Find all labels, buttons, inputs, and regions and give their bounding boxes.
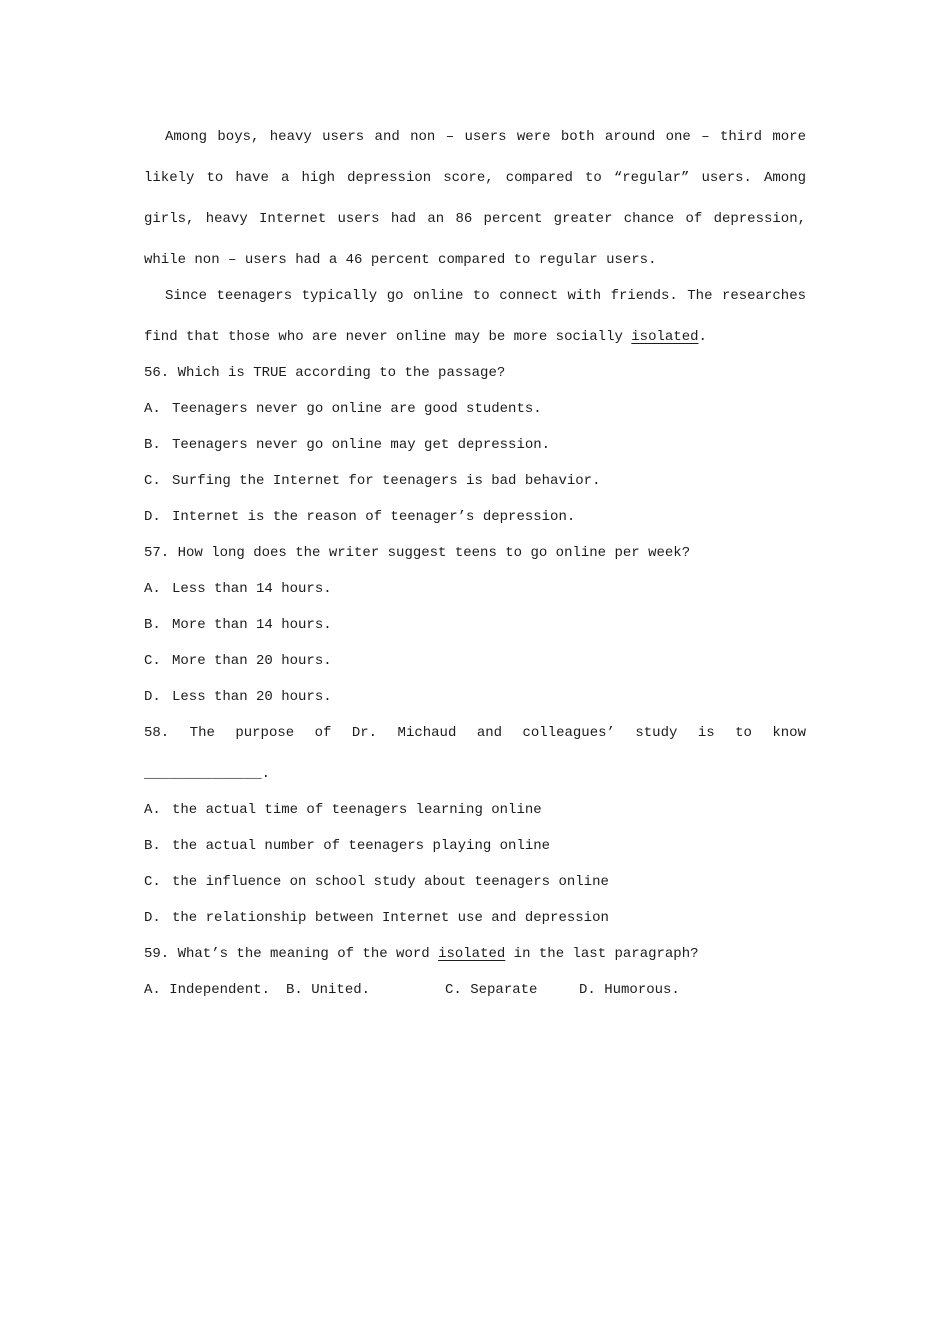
paragraph-line <box>144 319 806 355</box>
option-c <box>144 463 806 499</box>
option-c <box>144 864 806 900</box>
question-56 <box>144 355 806 535</box>
option-c <box>144 643 806 679</box>
option-label: C. <box>144 653 161 669</box>
option-label: A. <box>144 581 161 597</box>
options-row <box>144 972 806 1008</box>
option-text: the actual number of teenagers playing online <box>172 838 551 854</box>
option-b <box>286 972 445 1008</box>
option-text: Surfing the Internet for teenagers is bad behavior. <box>172 473 601 489</box>
option-label: D. <box>144 910 161 926</box>
option-text: Less than 14 hours. <box>172 581 332 597</box>
line-text: . <box>698 329 707 345</box>
option-a <box>144 972 286 1008</box>
option-c <box>445 972 579 1008</box>
option-text: Humorous. <box>604 982 680 998</box>
option-text: Internet is the reason of teenager’s depression. <box>172 509 576 525</box>
option-label: A. <box>144 401 161 417</box>
option-text: Teenagers never go online are good students. <box>172 401 542 417</box>
option-label: A. <box>144 802 161 818</box>
option-d <box>144 499 806 535</box>
stem-text: 59. What’s the meaning of the word <box>144 946 439 962</box>
question-stem <box>144 936 806 972</box>
exam-content <box>144 119 806 1008</box>
option-text: More than 14 hours. <box>172 617 332 633</box>
option-text: the influence on school study about teenagers online <box>172 874 609 890</box>
line-text: find that those who are never online may be more socially <box>144 329 632 345</box>
option-label: C. <box>445 982 462 998</box>
option-label: B. <box>144 838 161 854</box>
question-57 <box>144 535 806 715</box>
option-d <box>144 679 806 715</box>
paragraph-line: while non – users had a 46 percent compared to regular users. <box>144 252 657 268</box>
option-label: B. <box>144 437 161 453</box>
option-text: Independent. <box>169 982 271 998</box>
option-a <box>144 571 806 607</box>
option-label: D. <box>144 509 161 525</box>
question-stem: 58. The purpose of Dr. Michaud and colleagues’ study is to know <box>144 725 806 741</box>
option-text: Less than 20 hours. <box>172 689 332 705</box>
underlined-word: isolated <box>438 946 506 962</box>
paragraph-line: Since teenagers typically go online to connect with friends. The researches <box>165 288 806 304</box>
option-label: C. <box>144 874 161 890</box>
option-label: D. <box>579 982 596 998</box>
paragraph-line: Among boys, heavy users and non – users were both around one – third more <box>165 129 806 145</box>
option-text: Teenagers never go online may get depression. <box>172 437 551 453</box>
option-b <box>144 828 806 864</box>
paragraph-line: girls, heavy Internet users had an 86 percent greater chance of depression, <box>144 211 806 227</box>
paragraph-line: likely to have a high depression score, compared to “regular” users. Among <box>144 170 806 186</box>
option-label: A. <box>144 982 161 998</box>
option-a <box>144 792 806 828</box>
option-label: D. <box>144 689 161 705</box>
question-stem: 56. Which is TRUE according to the passage? <box>144 365 506 381</box>
option-label: C. <box>144 473 161 489</box>
option-a <box>144 391 806 427</box>
question-58 <box>144 715 806 936</box>
option-label: B. <box>286 982 303 998</box>
option-label: B. <box>144 617 161 633</box>
question-stem-block <box>144 715 806 792</box>
option-b <box>144 607 806 643</box>
answer-blank: ______________. <box>144 766 271 782</box>
option-text: More than 20 hours. <box>172 653 332 669</box>
option-d <box>144 900 806 936</box>
option-text: United. <box>311 982 371 998</box>
passage-paragraph-2 <box>144 278 806 355</box>
passage-paragraph-1 <box>144 119 806 278</box>
option-text: the actual time of teenagers learning online <box>172 802 542 818</box>
question-stem: 57. How long does the writer suggest teens to go online per week? <box>144 545 691 561</box>
question-59 <box>144 936 806 1008</box>
stem-text: in the last paragraph? <box>505 946 699 962</box>
option-d <box>579 972 680 1008</box>
underlined-word: isolated <box>631 329 699 345</box>
option-text: the relationship between Internet use and depression <box>172 910 609 926</box>
option-text: Separate <box>470 982 538 998</box>
option-b <box>144 427 806 463</box>
